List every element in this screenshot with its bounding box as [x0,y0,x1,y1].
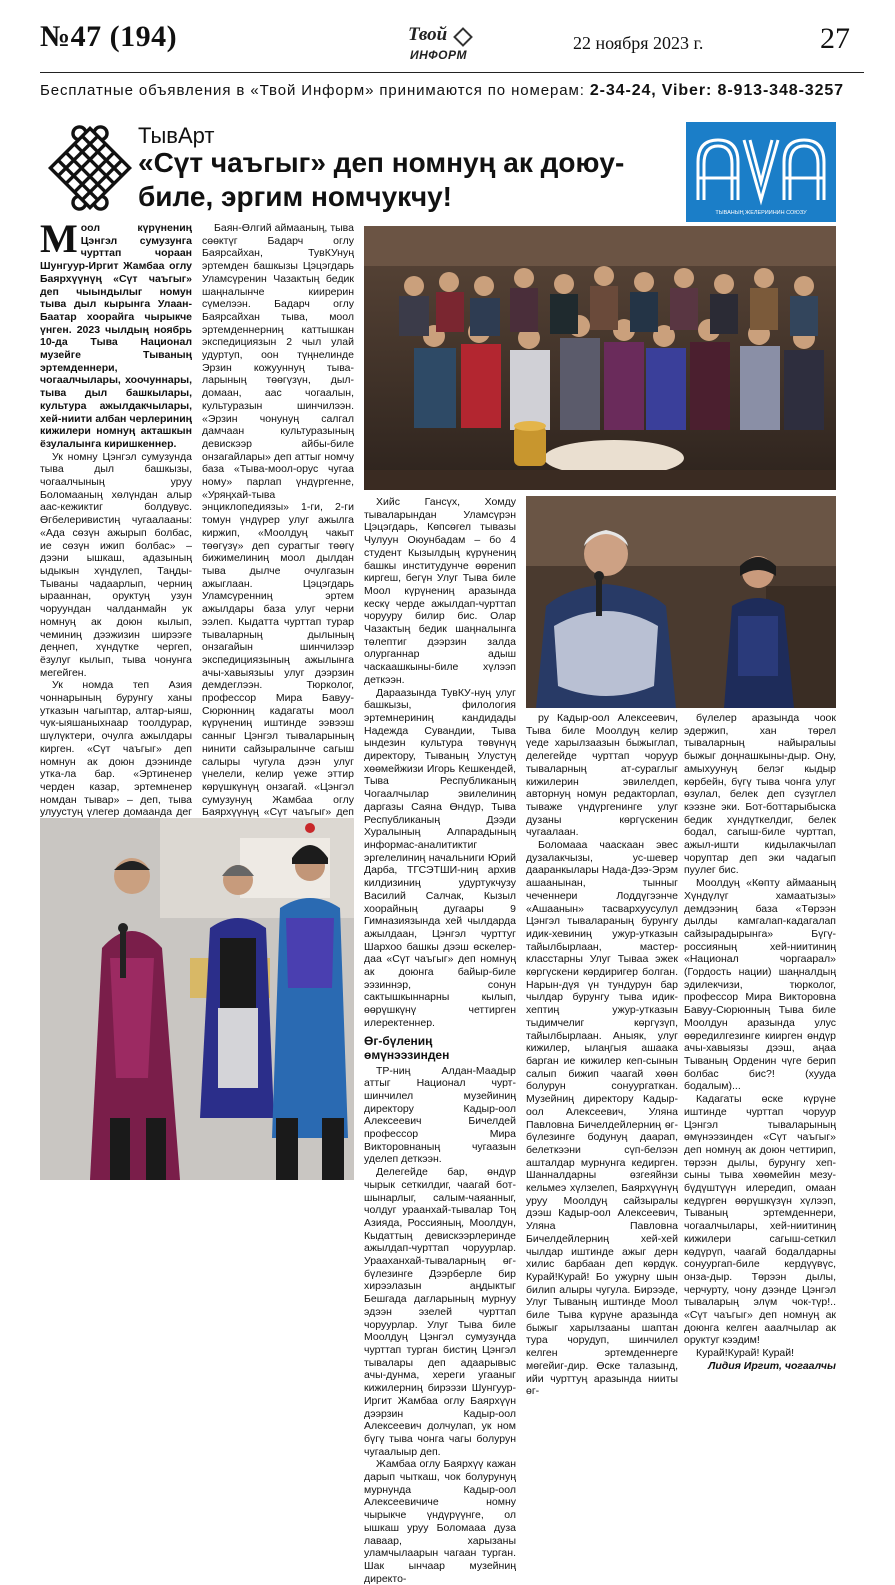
ava-subtitle: ТЫВАНЫҢ ЖЕЛЕРИИНИН СОЮЗУ [715,210,807,216]
paragraph: Кадагаты өске күрүне иштинде чурттап чоруур Цэнгэл тываларының өмүнээзинден «Сүт чаъгыг» деп номнуң ак доюн четтирип, төрээн дылы, бурунгу хеп-сыны тыва хөөмейин мезу-бүдүштүүн илередип, омаан кедүрген өөрүшкүзүн хүлээп, Тываның эртемденнери, чогаалчылары, хей-ниитиниң кижилери сагыш-сеткил көдүрүп, чаагай бодалдарны сонуургап-биле кердүүвүс, онза-дыр. Төрээн дылы, черчурту, чону дээнде Цэнгэл тываларың элүм чок-түр!.. «Сүт чаъгыг» деп номнуң ак доюнга келген ааалчылар ак оруктуг кээдим! [684,1093,836,1347]
rubric: ТывАрт [138,123,215,148]
logo-top-word: Твой [408,24,448,45]
drop-cap: М [40,216,78,261]
paragraph: Хийс Гансүх, Хомду тываларындан Уламсүрэн Цэцэгдарь, Көпсөгел тывазы Чулуун Оюунбадам – бо 4 студент Кызылдың күрүнениң башкы институдунче өөренип киргеш, бегүн Улуг Тыва биле Моол күрүнениң аразында кескү черде ажылдап-чурттап чорууру билир бис. Олар Чазактың бедик шаңналынга төлептиг дээрзин залда олурганнар адыш часкаашкыны-биле хүлээп деткээн. [364,496,516,686]
paragraph: Ук номну Цэнгэл сумузунда тыва дыл башкызы, чогаалчының уруу Боломааның хөлүндан алыр аас-кежиктиг болдувус. Өгбелеривистиң чугаалааны: «Ада сөзүн ажырып болбас, ие сөзүн ижип болбас» – дээни ышкаш, адазының ыдыкын хүндүлеп, Таңды-Тываны чадаарлып, черниң ырааннан, оруктуң узун чоруундан чалданмайн ук номнуң ак доюн кылып, чеминиң дээжизин ширээге деңнеп, хүндүтке чергеп, ёзулуг кылып, тыва чонунга мегейген. [40,450,192,679]
issue-date: 22 ноября 2023 г. [573,33,704,53]
paragraph: Дараазында ТувКУ-нуң улуг башкызы, филология эртемнериниң кандидады Надежда Сувандии, Тыва ындезин культура төвүнүң директору, Тываның Улустуң хөөмейжизи Игорь Кешкендей, Тыва Республиканың Чогаалчылар эвилелиниң даргазы Саяна Өндүр, Тыва Республиканың Дээди Хуралының Алпарадының информас-аналитиктиг эргелелиниң начальниги Юрий Дарба, ТГСЭТШИ-ниң архив килдизиниң удуртукчузу Василий Салчак, Кызыл хоорайның дугаары 9 Гимназиязында хей чылдарда ажылдаан, Цэнгэл чурттуг Шархоо башкы дээш өскелер-даа «Сүт чаъгыг» деп номнуң ак доюнга байыр-биле ээзиннэр, сонун сактышкыннарны кылып, өөрүшкүнү четтирген илеректеннер. [364,686,516,1029]
paragraph: Делегейде бар, өндүр чырык сеткилдиг, чаагай бот-шынарлыг, салым-чаяанныг, чолдуг ураанхай-тывалар Тоң Азияда, Россияның, Моолдун, Кыдаттың девискээрлеринде ажылдап-чурттап чоруурлар. Урааханхай-тываларның өг-бүлезинге Дээрберле бир хирээлазын аңдыктыг Бешгада дагларының мурнуу эдээн эзелей чурттап чоруурлар. Улуг Тыва биле Моолдуң Цэнгэл сумузуңда чурттап турган бистиң Цэнгэл тывалары деп адаарывыс ачы-дунма, хереги угааныг кижилерниң бирээзи Шунгуур-Иргит Жамбаа оглу Баярхүүн дээрзин Кадыр-оол Алексеевич долчулап, ук ном бүгү тыва чонга чагы болурун чугаалыыр деп. [364,1166,516,1458]
paragraph: Жамбаа оглу Баярхүү кажан дарып чыткаш, чок болурунуң мурнунда Кадыр-оол Алексеевичиче номну чырыкче үндүрүүнге, ол ышкаш уруу Боломааа дуза лаваар, харызаны уламчылаарын чагаан турган. Шак ынчаар музейниң директо- [364,1458,516,1585]
article-headline: «Сүт чаъгыг» деп номнуң ак доюу-биле, эргим номчукчу! [138,147,625,212]
paragraph: ТР-ниң Алдан-Маадыр аттыг Национал чурт-шинчилел музейиниң директору Кадыр-оол Алексеевич Бичелдей профессор Мира Викторовнаның чугаазын уделеп деткээн. [364,1064,516,1166]
logo-bottom-word: ИНФОРМ [410,48,467,62]
article-column-1 [40,216,192,819]
gem-icon [453,27,473,47]
paragraph: ру Кадыр-оол Алексеевич, Тыва биле Моолдуң келир үеде харылзаазын быжыглап, делегейде чурттап чоруур тываларның ат-сураглыг кижилерин эвилелдеп, авторнуң номун редакторлап, тываже үндүргенинге улуг дузаны көргүскенин чугаалаан. [526,712,678,839]
ads-viber: Viber: 8-913-348-3257 [661,82,844,99]
paragraph: Курай!Курай! Курай! [696,1347,795,1360]
paragraph: Ук номда теп Азия чоннарының бурунгу ханы утказын чагыптар, алтар-ыяш, чук-ыяшаныхнаар тоолдурар, шүлүктери, очулга ажылдары кирген. «Сүт чаъгыг» деп номнун ак доюн дээнинде утка-ла бар. «Эртиненер черден казар, эртемненер номдан тывар» – деп, тыва улуустуң үлегер домаанда дег [40,679,192,819]
subheading: Өг-бүлениң өмүнээзинден [364,1033,450,1062]
ads-phone: 2-34-24, [589,82,657,99]
issue-number: №47 (194) [40,20,178,53]
article-column-4 [526,712,678,1398]
article-column-5 [684,712,836,1372]
speaker-photo [526,496,836,708]
paragraph: Моолдуң «Көпту аймааның Хүндүлүг хамаатызы» демдээниң база «Төрээн дылды камгалап-кадагалап сайзырадырынга» Бүгү-россияның хей-ниитиниң «Национал чоргаарал» (Гордость нации) шаңналдың эдилекчизи, тюрколог, профессор Мира Викторовна Бавуу-Сюрюнның Тыва биле Моолдун аразында улус өөредилгезинге киирген өндүр ачы-хавыязы дээш, аңаа Тываның Орденин чүге берип болбас бис?! (хууда бодалым)... [684,877,836,1093]
ads-text: Бесплатные объявления в «Твой Информ» принимаются по номерам: [40,82,585,99]
paragraph: Боломааа чааскаан эвес дузалакчызы, ус-шевер дааранкылары Нада-Дээ-Эрэм ашаанынан, тынныг чеченнери Лоддүгээнче «Ашаанын» тасвархуусулул Цэнгэл тывалараның бурунгу идик-хевиниң ужур-утказын тайылбырлаан, мастер-класстарны Улуг Тываа эжек көргүскени көрдиригер болган. Нарын-дүя үн тундурун бар чылдар бурунгу тыва идик-хептиң ужур-утказын тыдимчелиг көргүзүп, тайылбырлаан. Аныяк, улуг кижилер, ылаңгыя ашаака барган ие кижилер кеп-сынын салып бижип чаагай хөөн болурун сонуургаткан. Музейниң директору Кадыр-оол Алексеевич, Уляна Павловна Бичелдейлерниң өг-бүлезинге бодунуң даарап, белеткээни сүп-белээн ашталдар мурнунга кедирген. Шанналдарны өзгеяйнзи кельмеэ хүлзелеп, Баярхүүнүң уруу Моолдуң сайзыралы дээш Кадыр-оол Алексеевич, Уляна Павловна Бичелдейлерниң хей-хей чылдар иштинде ажыг дерн хилис барбаан деп көрдүк. Курай!Курай! Бо ужурну шын билип алыры чугула. Бирээде, Улуг Тываның иштинде Моол биле Тыва күрүне аразында быжыг харылзааны шаптан тура чорудуп, шинчилел келген эртемденнерге мөгейиг-дир. Өске талазынд, ийи чурттуң аразында нииты өг- [526,839,678,1398]
writers-union-logo [686,122,836,222]
group-photo [364,226,836,490]
ads-line [40,82,864,100]
article-lead [40,216,192,451]
article-signature: Лидия Иргит, чогаалчы [708,1359,836,1372]
article-column-3 [364,496,516,1585]
costume-photo [40,818,354,1180]
ava-logo-icon [686,122,836,222]
masthead [0,0,895,82]
newspaper-logo [402,24,482,68]
header-rule [40,72,864,73]
lead-text: оол күрүнениң Цэнгэл сумузунга чурттап чораан Шунгуур-Иргит Жамбаа оглу Баярхүүнүң «Сүт чаъгыг» деп чыындылыг номун тыва дыл кырынга Улаан-Баатар хоорайга чырыкче үнген. 2023 чылдың ноябрь 10-да Тыва Национал музейге Тываның эртемденнери, чогаалчылары, хоочуннары, тыва дыл башкылары, культура ажылдакчылары, хей-ниити албан черлериниң кижилери номнуң акташкын ёзулалынга киришкеннер. [40,222,192,450]
paragraph: бүлелер аразында чоок эдержип, хан төрел тываларның найыралыы быжыг доңнашкыны-дыр. Ону, амыхуунуң белэг кыдыр көрбейн, бүгү тыва чонга улуг өзулал, белек деп сүзүглел кээзне эки. Бот-боттарыбыска бедик хүндүткелдиг, белек бодал, сагыш-биле чурттап, ажыл-ишти кидылакчылап чоруптар деп эки чадагып пуулег бис. [684,712,836,877]
endless-knot-icon [48,126,132,210]
page-number: 27 [820,22,850,55]
paragraph: Баян-Өлгий аймааның, тыва сөөктүг Бадарч оглу Баярсайхан, ТувКУнуң эртемден башкызы Цэцэгдарь Уламсүренин Чазактың бедик шаңналынче киирерин сүмелээн. Бадарч оглу Баярсайхан тыва, моол эртемденнерниң каттышкан экспедициязын 2 чыл улай удуртуп, оон түңнелинде Эрзин кожууннуң тыва-ларының төөгүзүн, дыл-домаан, аас чогаалын, культуразын шинчилээн. «Эрзин чонунуң салгал дамчаан культуразының девискээр айбы-биле онзагайлары» деп аттыг номчу база «Тыва-моол-орус чугаа ному» парлап үндүргенне, «Уряңхай-тыва энциклопедиязы» 1-ги, 2-ги томун үндүрер улуг ажылга киржип, «Моолдуң чакыт төөгүзү» деп сурагтыг төөгү бижимелиниң моол дылдан тыва дылче очулгазын ажыглаан. Цэцэгдарь Уламсүренниң эртем ажылдары база улуг черни ээлеп. Кыдатта чурттап турар тываларның дылының онзагайын шинчилээр экспедициязының ажылынга ачы-хавыязыы улуг дээрзин демдеглээн. Тюрколог, профессор Мира Бавуу-Сюрюнниң кадагаты моол күрүнениң иштинде ээвээш санныг Цэнгэл тываларының нинити сайзыралынче сагыш салыры чугула дээн улуг үнелели, келир үеже эттир көрүшкүнүң онзагай. «Цэнгэл сумузунуң Жамбаа оглу Баярхүүнүң «Сүт чаъгыг» деп [202,222,354,819]
article-column-2 [202,222,354,819]
